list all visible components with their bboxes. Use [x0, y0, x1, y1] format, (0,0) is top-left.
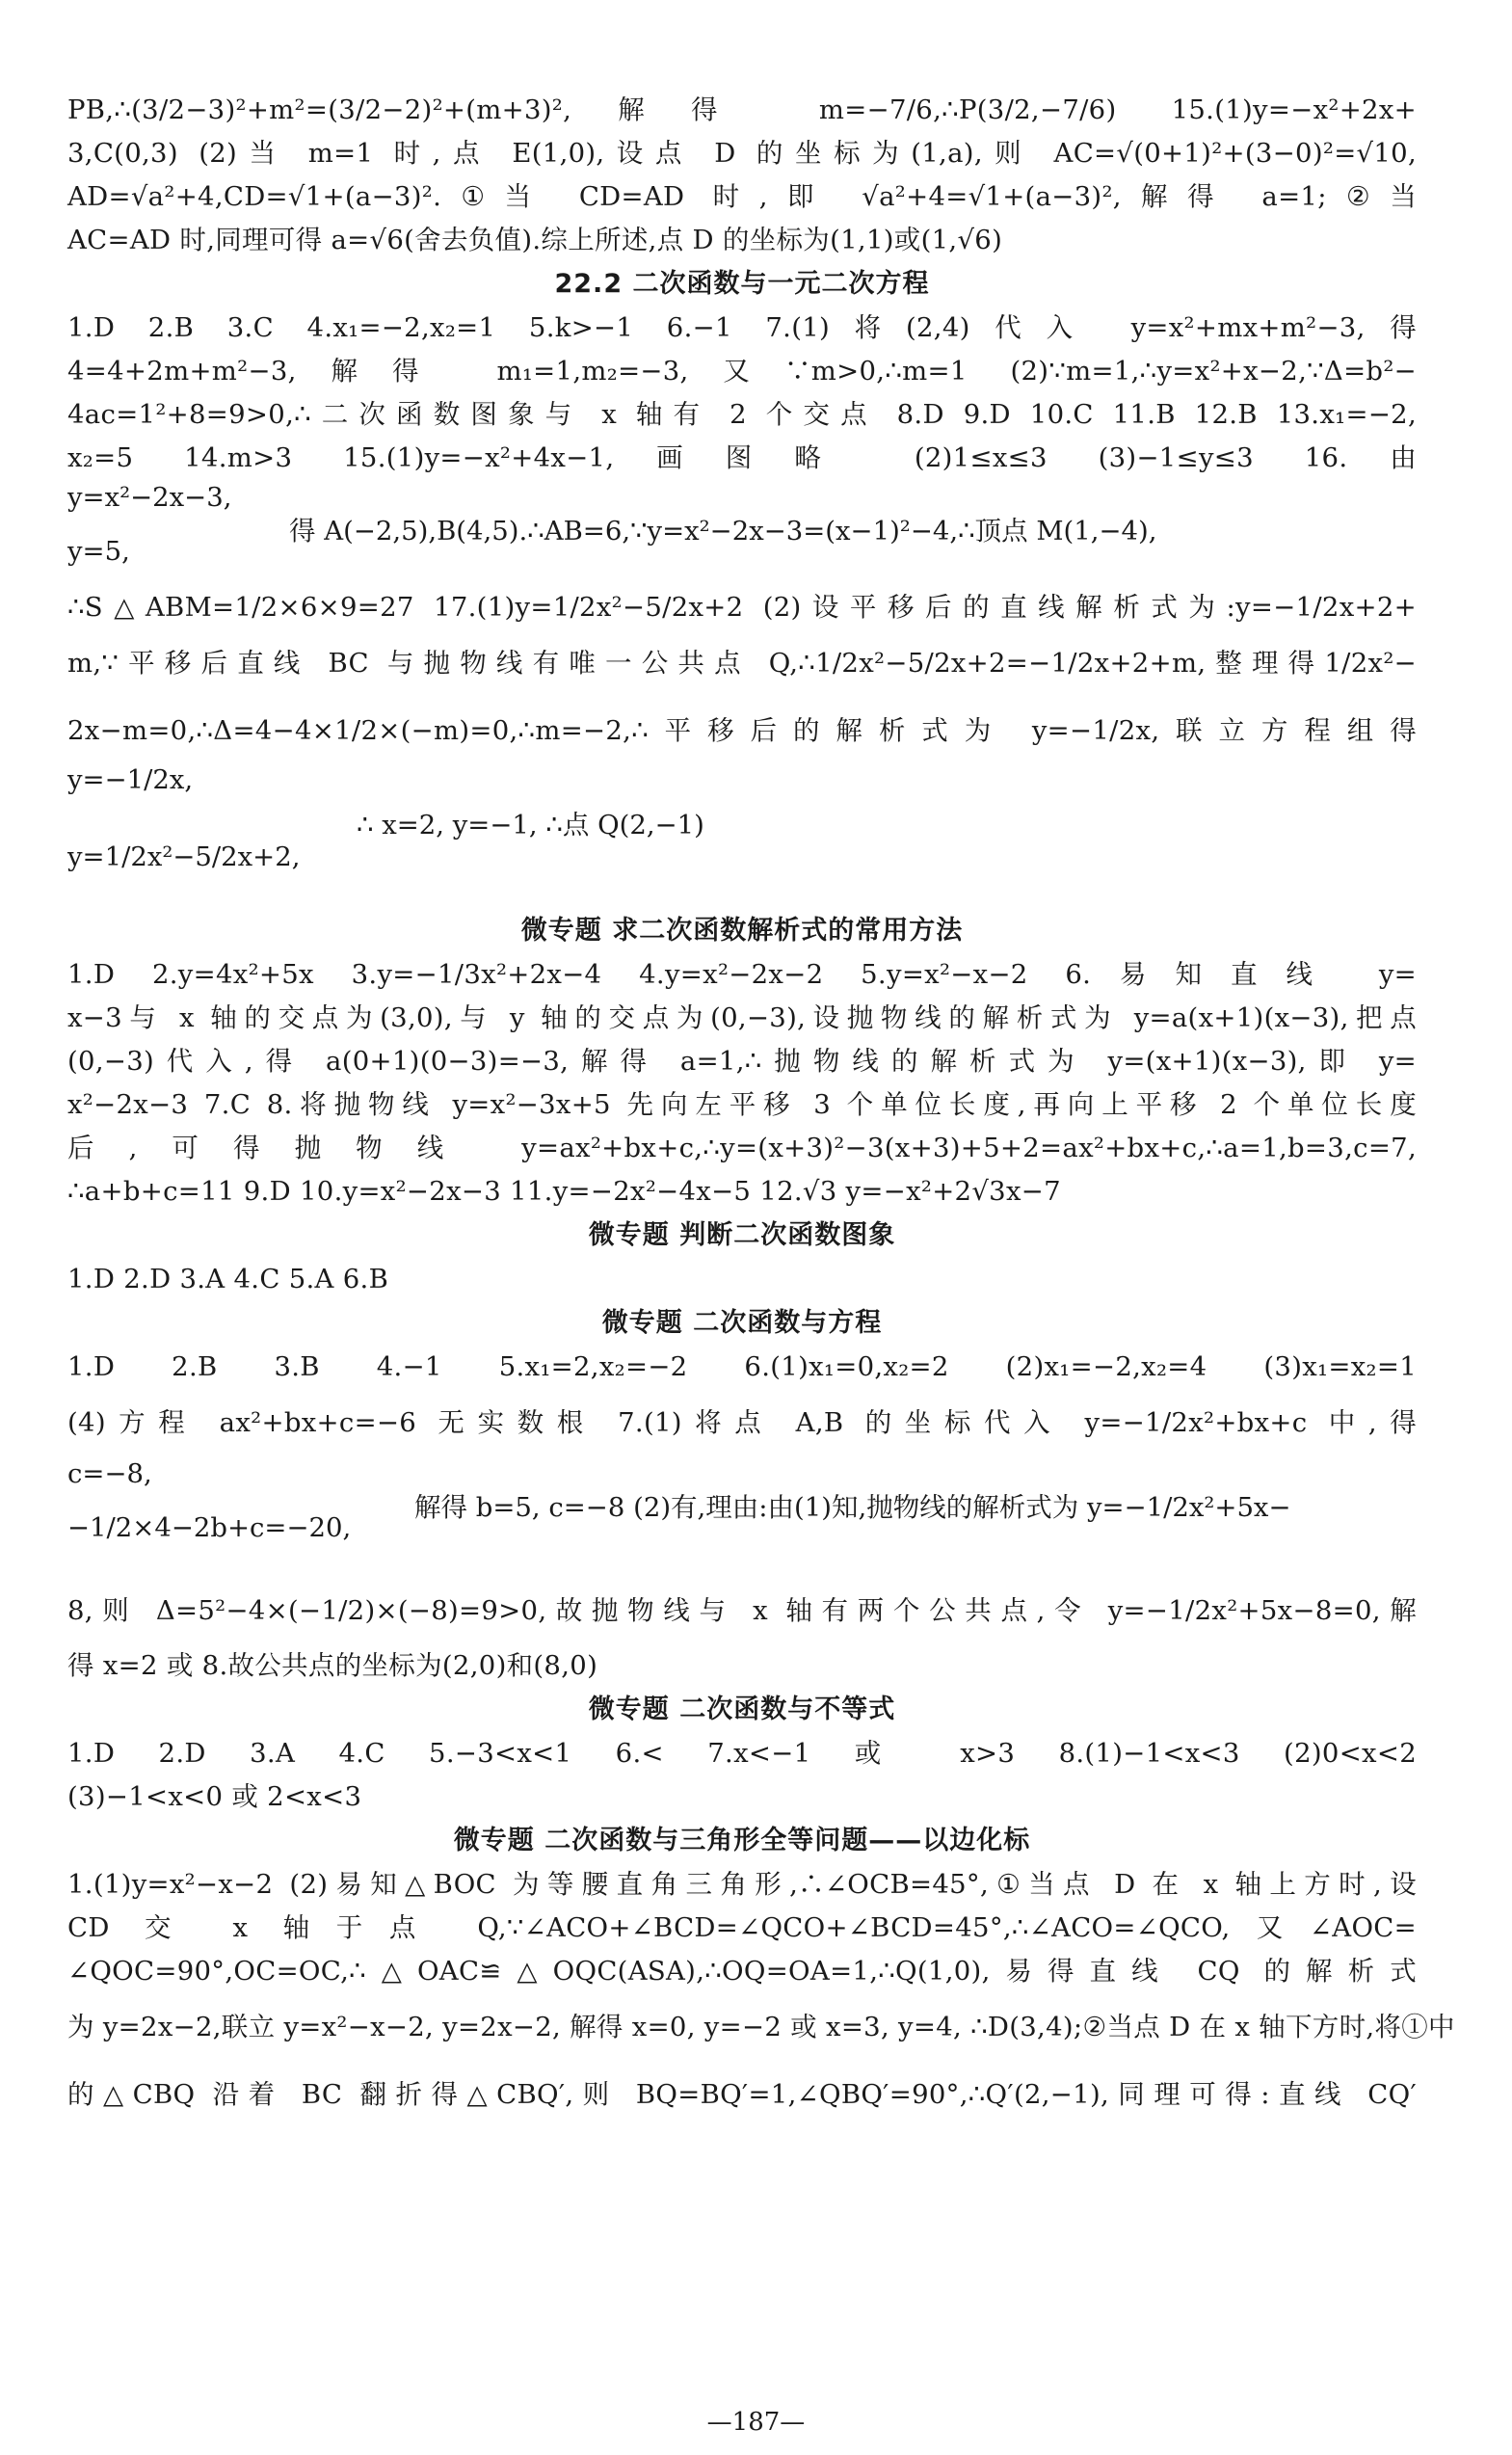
text-line: x²−2x−3 7.C 8.将抛物线 y=x²−3x+5 先向左平移 3 个单位长度,再向上平移 2 个单位长度 [67, 1089, 1417, 1120]
equation-system [67, 764, 1417, 909]
equation-system [67, 480, 1417, 586]
section-heading: 22.2 二次函数与一元二次方程 [554, 269, 930, 299]
section-heading: 微专题 判断二次函数图象 [588, 1220, 896, 1250]
text-line: 后,可得抛物线 y=ax²+bx+c,∴y=(x+3)²−3(x+3)+5+2=ax²+bx+c,∴a=1,b=3,c=7, [67, 1133, 1417, 1163]
text-line: 1.(1)y=x²−x−2 (2)易知△BOC 为等腰直角三角形,∴∠OCB=45°,①当点 D 在 x 轴上方时,设 [67, 1869, 1417, 1900]
text-line: AD=√a²+4,CD=√1+(a−3)².①当 CD=AD 时,即 √a²+4=√1+(a−3)²,解得 a=1;②当 [67, 181, 1417, 212]
text-line: 得 A(−2,5),B(4,5).∴AB=6,∵y=x²−2x−3=(x−1)²−4,∴顶点 M(1,−4), [289, 516, 1157, 547]
text-line: 3,C(0,3) (2)当 m=1 时,点 E(1,0),设点 D 的坐标为(1,a),则 AC=√(0+1)²+(3−0)²=√10, [67, 138, 1417, 169]
text-line: 得 x=2 或 8.故公共点的坐标为(2,0)和(8,0) [67, 1650, 598, 1681]
text-line: 1.D 2.D 3.A 4.C 5.−3<x<1 6.< 7.x<−1 或 x>3 8.(1)−1<x<3 (2)0<x<2 [67, 1738, 1417, 1769]
section-heading: 微专题 二次函数与方程 [601, 1308, 883, 1338]
text-line: (3)−1<x<0 或 2<x<3 [67, 1781, 362, 1812]
equation-line: y=x²−2x−3, [67, 482, 232, 513]
text-line: 4ac=1²+8=9>0,∴二次函数图象与 x 轴有 2 个交点 8.D 9.D 10.C 11.B 12.B 13.x₁=−2, [67, 399, 1417, 430]
text-line: 4=4+2m+m²−3,解得 m₁=1,m₂=−3,又∵m>0,∴m=1 (2)∵m=1,∴y=x²+x−2,∵Δ=b²− [67, 356, 1417, 387]
text-line: 1.D 2.y=4x²+5x 3.y=−1/3x²+2x−4 4.y=x²−2x−2 5.y=x²−x−2 6.易知直线 y= [67, 959, 1417, 990]
text-line: 的△CBQ 沿着 BC 翻折得△CBQ′,则 BQ=BQ′=1,∠QBQ′=90°,∴Q′(2,−1),同理可得:直线 CQ′ [67, 2079, 1417, 2110]
text-line: AC=AD 时,同理可得 a=√6(舍去负值).综上所述,点 D 的坐标为(1,1)或(1,√6) [67, 225, 1003, 255]
section-heading: 微专题 二次函数与三角形全等问题——以边化标 [453, 1826, 1031, 1855]
equation-line: −1/2×4−2b+c=−20, [67, 1512, 352, 1543]
text-line: PB,∴(3/2−3)²+m²=(3/2−2)²+(m+3)²,解得 m=−7/6,∴P(3/2,−7/6) 15.(1)y=−x²+2x+ [67, 94, 1417, 125]
text-line: 1.D 2.B 3.B 4.−1 5.x₁=2,x₂=−2 6.(1)x₁=0,x₂=2 (2)x₁=−2,x₂=4 (3)x₁=x₂=1 [67, 1351, 1417, 1382]
text-line: 为 y=2x−2,联立 y=x²−x−2, y=2x−2, 解得 x=0, y=−2 或 x=3, y=4, ∴D(3,4);②当点 D 在 x 轴下方时,将①中 [67, 2012, 1455, 2042]
text-line: 8,则 Δ=5²−4×(−1/2)×(−8)=9>0,故抛物线与 x 轴有两个公共点,令 y=−1/2x²+5x−8=0,解 [67, 1595, 1417, 1626]
equation-system [67, 1456, 1417, 1577]
text-line: 2x−m=0,∴Δ=4−4×1/2×(−m)=0,∴m=−2,∴平移后的解析式为 y=−1/2x,联立方程组得 [67, 715, 1417, 746]
section-heading: 微专题 二次函数与不等式 [588, 1694, 896, 1724]
text-line: (0,−3)代入,得 a(0+1)(0−3)=−3,解得 a=1,∴抛物线的解析式为 y=(x+1)(x−3),即 y= [67, 1046, 1417, 1077]
text-line: x−3与 x 轴的交点为(3,0),与 y 轴的交点为(0,−3),设抛物线的解析式为 y=a(x+1)(x−3),把点 [67, 1002, 1417, 1033]
equation-line: c=−8, [67, 1458, 152, 1489]
text-line: CD 交 x 轴于点 Q,∵∠ACO+∠BCD=∠QCO+∠BCD=45°,∴∠ACO=∠QCO,又∠AOC= [67, 1912, 1417, 1943]
text-line: m,∵平移后直线 BC 与抛物线有唯一公共点 Q,∴1/2x²−5/2x+2=−1/2x+2+m,整理得1/2x²− [67, 648, 1417, 679]
equation-line: y=5, [67, 536, 130, 567]
answer-page [67, 89, 1455, 2128]
text-line: ∠QOC=90°,OC=OC,∴△OAC≌△OQC(ASA),∴OQ=OA=1,∴Q(1,0),易得直线 CQ 的解析式 [67, 1956, 1417, 1987]
text-line: (4)方程 ax²+bx+c=−6 无实数根 7.(1)将点 A,B 的坐标代入 y=−1/2x²+bx+c 中,得 [67, 1407, 1417, 1438]
equation-line: y=1/2x²−5/2x+2, [67, 841, 301, 872]
text-line: x₂=5 14.m>3 15.(1)y=−x²+4x−1,画图略 (2)1≤x≤3 (3)−1≤y≤3 16.由 [67, 442, 1417, 473]
text-line: ∴S△ABM=1/2×6×9=27 17.(1)y=1/2x²−5/2x+2 (2)设平移后的直线解析式为:y=−1/2x+2+ [67, 592, 1417, 623]
page-number: —187— [706, 2408, 806, 2437]
text-line: ∴ x=2, y=−1, ∴点 Q(2,−1) [357, 810, 704, 841]
text-line: ∴a+b+c=11 9.D 10.y=x²−2x−3 11.y=−2x²−4x−5 12.√3 y=−x²+2√3x−7 [67, 1176, 1061, 1207]
text-line: 解得 b=5, c=−8 (2)有,理由:由(1)知,抛物线的解析式为 y=−1/2x²+5x− [414, 1492, 1291, 1523]
section-heading: 微专题 求二次函数解析式的常用方法 [520, 916, 964, 946]
text-line: 1.D 2.B 3.C 4.x₁=−2,x₂=1 5.k>−1 6.−1 7.(1)将(2,4)代入 y=x²+mx+m²−3,得 [67, 312, 1417, 343]
text-line: 1.D 2.D 3.A 4.C 5.A 6.B [67, 1264, 389, 1294]
equation-line: y=−1/2x, [67, 764, 194, 795]
